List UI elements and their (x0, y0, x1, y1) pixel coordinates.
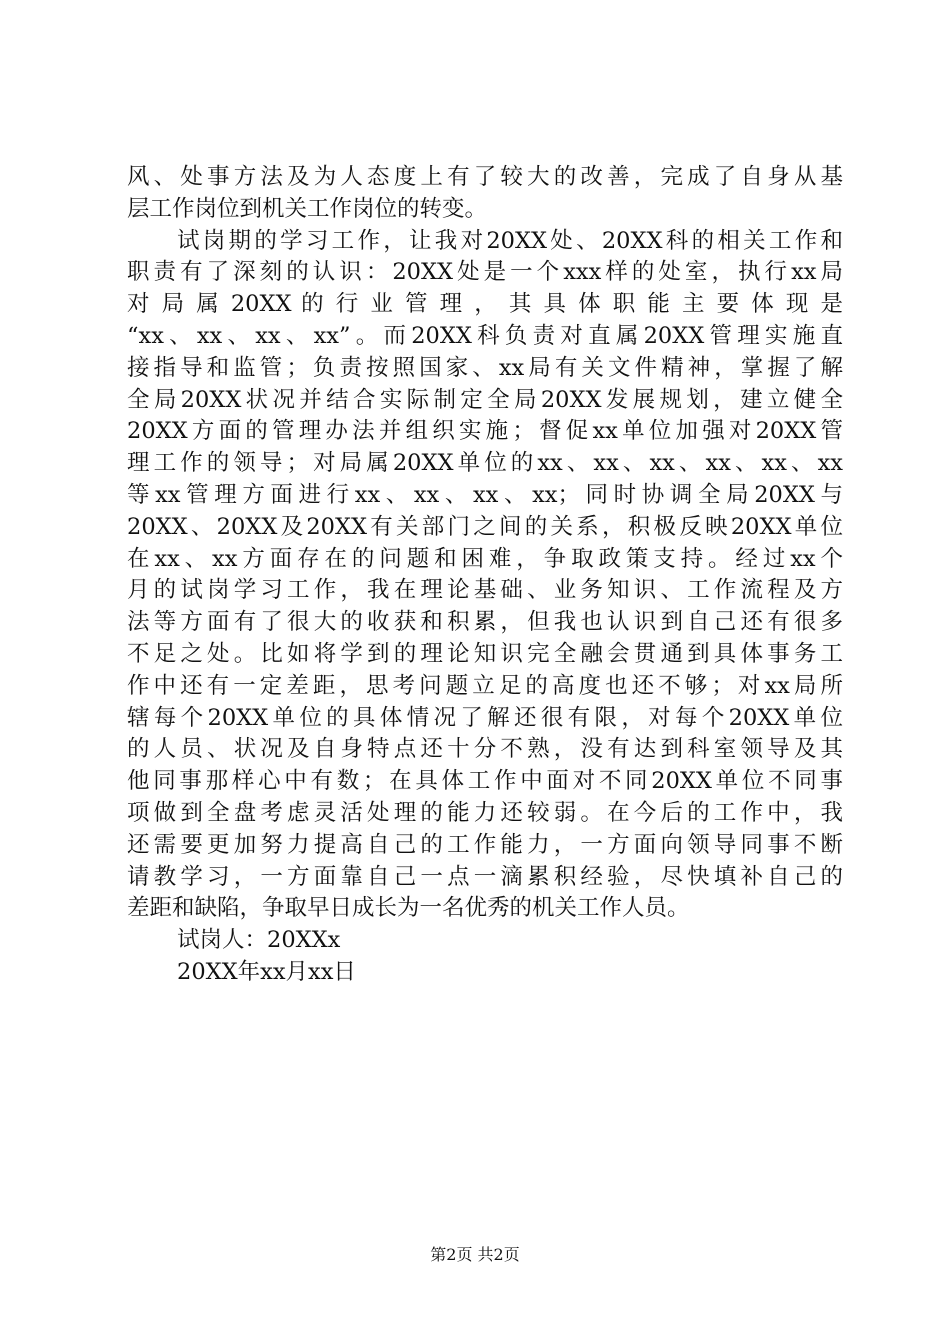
paragraph-line: 接指导和监管；负责按照国家、xx局有关文件精神，掌握了解 (127, 354, 843, 381)
paragraph-line: 还需要更加努力提高自己的工作能力，一方面向领导同事不断 (127, 831, 843, 858)
paragraph-line: 理工作的领导；对局属20XX单位的xx、xx、xx、xx、xx、xx (127, 450, 843, 477)
paragraph-line: 他同事那样心中有数；在具体工作中面对不同20XX单位不同事 (127, 768, 843, 795)
page-number: 第2页 共2页 (430, 1245, 520, 1264)
paragraph-line: 20XX、20XX及20XX有关部门之间的关系，积极反映20XX单位 (127, 513, 843, 540)
paragraph-line: 层工作岗位到机关工作岗位的转变。 (127, 195, 488, 222)
paragraph-line: 20XX方面的管理办法并组织实施；督促xx单位加强对20XX管 (127, 418, 843, 445)
paragraph-line: 的人员、状况及自身特点还十分不熟，没有达到科室领导及其 (127, 736, 843, 763)
paragraph-line: 不足之处。比如将学到的理论知识完全融会贯通到具体事务工 (127, 640, 843, 667)
paragraph-line: 请教学习，一方面靠自己一点一滴累积经验，尽快填补自己的 (127, 863, 843, 890)
paragraph-line: 风、处事方法及为人态度上有了较大的改善，完成了自身从基 (127, 164, 843, 190)
signature-line: 试岗人：20XXx (177, 927, 341, 954)
date-line: 20XX年xx月xx日 (177, 958, 356, 985)
paragraph-line: 作中还有一定差距，思考问题立足的高度也还不够；对xx局所 (127, 672, 843, 699)
paragraph-line: 月的试岗学习工作，我在理论基础、业务知识、工作流程及方 (127, 577, 843, 604)
paragraph-line: 职责有了深刻的认识：20XX处是一个xxx样的处室，执行xx局 (127, 259, 843, 286)
page-footer (0, 1244, 950, 1266)
paragraph-line: 对 局 属 20XX 的 行 业 管 理 ， 其 具 体 职 能 主 要 体 现 是 (127, 291, 843, 318)
paragraph-line: 法等方面有了很大的收获和积累，但我也认识到自己还有很多 (127, 609, 843, 636)
paragraph-line: 全局20XX状况并结合实际制定全局20XX发展规划，建立健全 (127, 386, 843, 413)
paragraph-line: 项做到全盘考虑灵活处理的能力还较弱。在今后的工作中，我 (127, 799, 843, 826)
document-body (127, 162, 843, 989)
paragraph-line: 差距和缺陷，争取早日成长为一名优秀的机关工作人员。 (127, 895, 690, 922)
paragraph-line: 试岗期的学习工作，让我对20XX处、20XX科的相关工作和 (177, 227, 843, 254)
paragraph-line: 等xx管理方面进行xx、xx、xx、xx；同时协调全局20XX与 (127, 481, 843, 508)
paragraph-line: 在xx、xx方面存在的问题和困难，争取政策支持。经过xx个 (127, 545, 843, 572)
paragraph-line: 辖每个20XX单位的具体情况了解还很有限，对每个20XX单位 (127, 704, 843, 731)
paragraph-line: “xx、xx、xx、xx”。而20XX科负责对直属20XX管理实施直 (127, 322, 843, 349)
